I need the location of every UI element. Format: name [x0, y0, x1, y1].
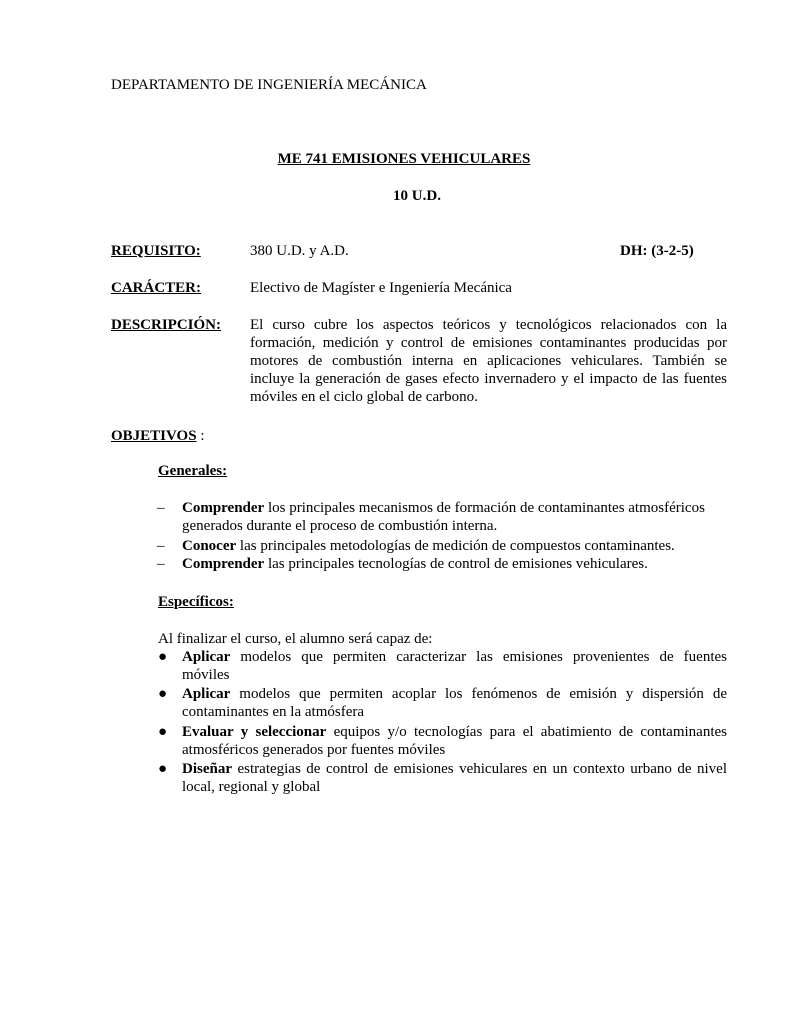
bullet-marker: ● — [158, 649, 168, 665]
requisito-label: REQUISITO: — [111, 243, 201, 259]
list-item-text: Comprender las principales tecnologías de control de emisiones vehiculares. — [182, 556, 648, 572]
descripcion-text — [250, 316, 727, 406]
list-item-text: Conocer las principales metodologías de medición de compuestos contaminantes. — [182, 538, 675, 554]
bullet-marker: ● — [158, 686, 168, 702]
course-units: 10 U.D. — [393, 188, 441, 204]
department-header: DEPARTAMENTO DE INGENIERÍA MECÁNICA — [111, 77, 427, 93]
course-title: ME 741 EMISIONES VEHICULARES — [277, 151, 531, 167]
requisito-value: 380 U.D. y A.D. — [250, 243, 349, 259]
caracter-label: CARÁCTER: — [111, 280, 202, 296]
list-item-text: Aplicar modelos que permiten acoplar los fenómenos de emisión y dispersión de contaminantes en la atmósfera — [182, 686, 727, 720]
list-item-text: Comprender los principales mecanismos de formación de contaminantes atmosféricos generados durante el proceso de combustión interna. — [182, 500, 705, 534]
caracter-value: Electivo de Magíster e Ingeniería Mecánica — [250, 280, 512, 296]
especificos-intro: Al finalizar el curso, el alumno será capaz de: — [158, 631, 433, 647]
dash-marker: – — [157, 538, 165, 554]
descripcion-line: móviles en el ciclo global de carbono. — [250, 389, 478, 405]
objetivos-label: OBJETIVOS : — [111, 428, 205, 444]
bullet-marker: ● — [158, 761, 168, 777]
especificos-heading: Específicos: — [158, 594, 234, 610]
list-item-text: Aplicar modelos que permiten caracterizar las emisiones provenientes de fuentes móviles — [182, 649, 727, 683]
dash-marker: – — [157, 500, 165, 516]
dash-marker: – — [157, 556, 165, 572]
dh-value: DH: (3-2-5) — [620, 243, 694, 259]
generales-heading: Generales: — [158, 463, 228, 479]
descripcion-line: formación, medición y control de emisiones contaminantes producidas por — [250, 335, 727, 351]
descripcion-label: DESCRIPCIÓN: — [111, 317, 222, 333]
descripcion-line: El curso cubre los aspectos teóricos y tecnológicos relacionados con la — [250, 317, 727, 333]
bullet-marker: ● — [158, 724, 168, 740]
list-item-text: Evaluar y seleccionar equipos y/o tecnologías para el abatimiento de contaminantes atmosféricos generados por fuentes móviles — [182, 724, 727, 758]
descripcion-line: incluye la generación de gases efecto invernadero y el impacto de las fuentes — [250, 371, 727, 387]
descripcion-line: motores de combustión interna en aplicaciones vehiculares. También se — [250, 353, 727, 369]
list-item-text: Diseñar estrategias de control de emisiones vehiculares en un contexto urbano de nivel local, regional y global — [182, 761, 727, 795]
